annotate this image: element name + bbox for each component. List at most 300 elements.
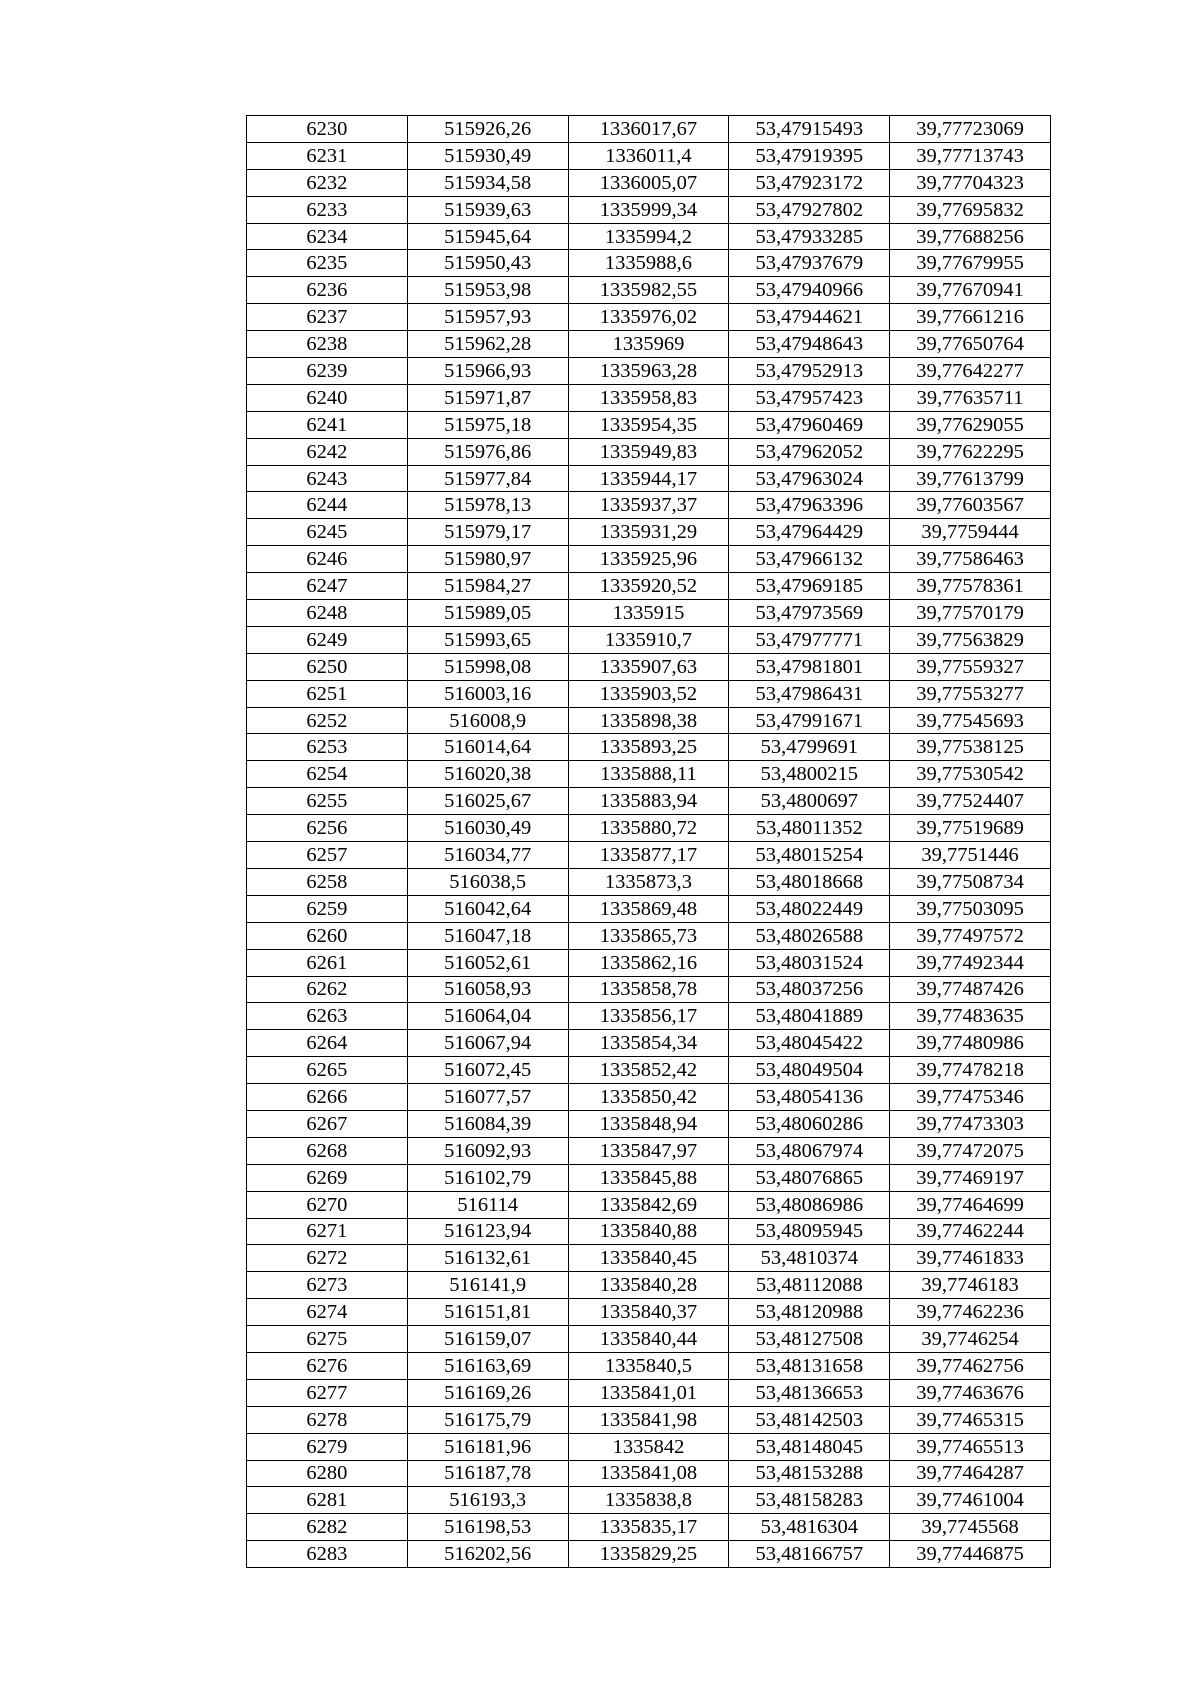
x-coordinate-cell: 516141,9	[407, 1272, 568, 1299]
x-coordinate-cell: 515939,63	[407, 196, 568, 223]
latitude-cell: 53,48136653	[729, 1379, 890, 1406]
table-row	[247, 411, 1051, 438]
longitude-cell: 39,77475346	[890, 1084, 1051, 1111]
point-number-cell: 6267	[247, 1110, 408, 1137]
latitude-cell: 53,47923172	[729, 169, 890, 196]
table-row	[247, 1541, 1051, 1568]
y-coordinate-cell: 1336011,4	[568, 142, 729, 169]
latitude-cell: 53,48045422	[729, 1030, 890, 1057]
point-number-cell: 6241	[247, 411, 408, 438]
latitude-cell: 53,4800215	[729, 761, 890, 788]
table-row	[247, 761, 1051, 788]
table-row	[247, 626, 1051, 653]
longitude-cell: 39,7746254	[890, 1326, 1051, 1353]
table-row	[247, 492, 1051, 519]
x-coordinate-cell: 516067,94	[407, 1030, 568, 1057]
latitude-cell: 53,47919395	[729, 142, 890, 169]
x-coordinate-cell: 516114	[407, 1191, 568, 1218]
x-coordinate-cell: 516058,93	[407, 976, 568, 1003]
latitude-cell: 53,48158283	[729, 1487, 890, 1514]
x-coordinate-cell: 515930,49	[407, 142, 568, 169]
table-row	[247, 788, 1051, 815]
y-coordinate-cell: 1335841,01	[568, 1379, 729, 1406]
x-coordinate-cell: 516077,57	[407, 1084, 568, 1111]
latitude-cell: 53,47957423	[729, 384, 890, 411]
x-coordinate-cell: 516025,67	[407, 788, 568, 815]
y-coordinate-cell: 1335920,52	[568, 573, 729, 600]
y-coordinate-cell: 1335982,55	[568, 277, 729, 304]
longitude-cell: 39,77492344	[890, 949, 1051, 976]
x-coordinate-cell: 516047,18	[407, 922, 568, 949]
y-coordinate-cell: 1335893,25	[568, 734, 729, 761]
point-number-cell: 6248	[247, 600, 408, 627]
x-coordinate-cell: 516181,96	[407, 1433, 568, 1460]
point-number-cell: 6263	[247, 1003, 408, 1030]
x-coordinate-cell: 516008,9	[407, 707, 568, 734]
x-coordinate-cell: 516193,3	[407, 1487, 568, 1514]
longitude-cell: 39,77578361	[890, 573, 1051, 600]
x-coordinate-cell: 516014,64	[407, 734, 568, 761]
table-row	[247, 465, 1051, 492]
table-row	[247, 653, 1051, 680]
latitude-cell: 53,48011352	[729, 815, 890, 842]
longitude-cell: 39,77563829	[890, 626, 1051, 653]
y-coordinate-cell: 1335877,17	[568, 842, 729, 869]
y-coordinate-cell: 1335835,17	[568, 1514, 729, 1541]
point-number-cell: 6276	[247, 1352, 408, 1379]
x-coordinate-cell: 515979,17	[407, 519, 568, 546]
table-row	[247, 1379, 1051, 1406]
point-number-cell: 6245	[247, 519, 408, 546]
y-coordinate-cell: 1335840,45	[568, 1245, 729, 1272]
latitude-cell: 53,47973569	[729, 600, 890, 627]
longitude-cell: 39,77497572	[890, 922, 1051, 949]
table-row	[247, 842, 1051, 869]
x-coordinate-cell: 515945,64	[407, 223, 568, 250]
latitude-cell: 53,48054136	[729, 1084, 890, 1111]
y-coordinate-cell: 1335838,8	[568, 1487, 729, 1514]
y-coordinate-cell: 1335907,63	[568, 653, 729, 680]
point-number-cell: 6236	[247, 277, 408, 304]
table-row	[247, 142, 1051, 169]
y-coordinate-cell: 1335842	[568, 1433, 729, 1460]
x-coordinate-cell: 515976,86	[407, 438, 568, 465]
latitude-cell: 53,4810374	[729, 1245, 890, 1272]
latitude-cell: 53,48015254	[729, 842, 890, 869]
longitude-cell: 39,77462244	[890, 1218, 1051, 1245]
latitude-cell: 53,48131658	[729, 1352, 890, 1379]
latitude-cell: 53,48120988	[729, 1299, 890, 1326]
y-coordinate-cell: 1335856,17	[568, 1003, 729, 1030]
latitude-cell: 53,47977771	[729, 626, 890, 653]
latitude-cell: 53,47962052	[729, 438, 890, 465]
point-number-cell: 6257	[247, 842, 408, 869]
coordinates-table-body	[247, 116, 1051, 1568]
x-coordinate-cell: 516072,45	[407, 1057, 568, 1084]
x-coordinate-cell: 516151,81	[407, 1299, 568, 1326]
x-coordinate-cell: 516102,79	[407, 1164, 568, 1191]
point-number-cell: 6262	[247, 976, 408, 1003]
x-coordinate-cell: 516175,79	[407, 1406, 568, 1433]
y-coordinate-cell: 1335841,98	[568, 1406, 729, 1433]
longitude-cell: 39,77545693	[890, 707, 1051, 734]
longitude-cell: 39,77503095	[890, 895, 1051, 922]
point-number-cell: 6240	[247, 384, 408, 411]
point-number-cell: 6279	[247, 1433, 408, 1460]
point-number-cell: 6250	[247, 653, 408, 680]
y-coordinate-cell: 1335873,3	[568, 868, 729, 895]
x-coordinate-cell: 516123,94	[407, 1218, 568, 1245]
latitude-cell: 53,47966132	[729, 546, 890, 573]
table-row	[247, 223, 1051, 250]
latitude-cell: 53,47944621	[729, 304, 890, 331]
x-coordinate-cell: 516034,77	[407, 842, 568, 869]
y-coordinate-cell: 1335840,5	[568, 1352, 729, 1379]
longitude-cell: 39,77629055	[890, 411, 1051, 438]
longitude-cell: 39,77524407	[890, 788, 1051, 815]
y-coordinate-cell: 1335854,34	[568, 1030, 729, 1057]
table-row	[247, 949, 1051, 976]
longitude-cell: 39,77469197	[890, 1164, 1051, 1191]
y-coordinate-cell: 1335944,17	[568, 465, 729, 492]
longitude-cell: 39,77586463	[890, 546, 1051, 573]
x-coordinate-cell: 515980,97	[407, 546, 568, 573]
point-number-cell: 6273	[247, 1272, 408, 1299]
latitude-cell: 53,47991671	[729, 707, 890, 734]
x-coordinate-cell: 515998,08	[407, 653, 568, 680]
longitude-cell: 39,77446875	[890, 1541, 1051, 1568]
x-coordinate-cell: 516198,53	[407, 1514, 568, 1541]
table-row	[247, 976, 1051, 1003]
latitude-cell: 53,47960469	[729, 411, 890, 438]
latitude-cell: 53,48037256	[729, 976, 890, 1003]
x-coordinate-cell: 515978,13	[407, 492, 568, 519]
table-row	[247, 1460, 1051, 1487]
y-coordinate-cell: 1335845,88	[568, 1164, 729, 1191]
x-coordinate-cell: 516038,5	[407, 868, 568, 895]
latitude-cell: 53,47933285	[729, 223, 890, 250]
latitude-cell: 53,47986431	[729, 680, 890, 707]
table-row	[247, 196, 1051, 223]
table-row	[247, 438, 1051, 465]
longitude-cell: 39,77679955	[890, 250, 1051, 277]
table-row	[247, 331, 1051, 358]
longitude-cell: 39,77642277	[890, 358, 1051, 385]
longitude-cell: 39,77462756	[890, 1352, 1051, 1379]
x-coordinate-cell: 515984,27	[407, 573, 568, 600]
x-coordinate-cell: 515934,58	[407, 169, 568, 196]
longitude-cell: 39,77483635	[890, 1003, 1051, 1030]
point-number-cell: 6231	[247, 142, 408, 169]
latitude-cell: 53,47948643	[729, 331, 890, 358]
longitude-cell: 39,77670941	[890, 277, 1051, 304]
x-coordinate-cell: 515975,18	[407, 411, 568, 438]
latitude-cell: 53,48142503	[729, 1406, 890, 1433]
x-coordinate-cell: 516042,64	[407, 895, 568, 922]
table-row	[247, 384, 1051, 411]
point-number-cell: 6247	[247, 573, 408, 600]
latitude-cell: 53,48112088	[729, 1272, 890, 1299]
point-number-cell: 6252	[247, 707, 408, 734]
point-number-cell: 6230	[247, 116, 408, 143]
table-row	[247, 277, 1051, 304]
latitude-cell: 53,48060286	[729, 1110, 890, 1137]
x-coordinate-cell: 516064,04	[407, 1003, 568, 1030]
y-coordinate-cell: 1335869,48	[568, 895, 729, 922]
point-number-cell: 6272	[247, 1245, 408, 1272]
y-coordinate-cell: 1335954,35	[568, 411, 729, 438]
y-coordinate-cell: 1335903,52	[568, 680, 729, 707]
point-number-cell: 6268	[247, 1137, 408, 1164]
table-row	[247, 1433, 1051, 1460]
x-coordinate-cell: 516163,69	[407, 1352, 568, 1379]
table-row	[247, 1245, 1051, 1272]
longitude-cell: 39,77695832	[890, 196, 1051, 223]
table-row	[247, 116, 1051, 143]
longitude-cell: 39,77478218	[890, 1057, 1051, 1084]
latitude-cell: 53,48018668	[729, 868, 890, 895]
table-row	[247, 1299, 1051, 1326]
longitude-cell: 39,77473303	[890, 1110, 1051, 1137]
y-coordinate-cell: 1335999,34	[568, 196, 729, 223]
longitude-cell: 39,77530542	[890, 761, 1051, 788]
table-row	[247, 680, 1051, 707]
y-coordinate-cell: 1335865,73	[568, 922, 729, 949]
table-row	[247, 1057, 1051, 1084]
latitude-cell: 53,4799691	[729, 734, 890, 761]
y-coordinate-cell: 1335840,44	[568, 1326, 729, 1353]
longitude-cell: 39,77462236	[890, 1299, 1051, 1326]
point-number-cell: 6266	[247, 1084, 408, 1111]
point-number-cell: 6258	[247, 868, 408, 895]
y-coordinate-cell: 1335858,78	[568, 976, 729, 1003]
latitude-cell: 53,48076865	[729, 1164, 890, 1191]
y-coordinate-cell: 1335994,2	[568, 223, 729, 250]
point-number-cell: 6259	[247, 895, 408, 922]
y-coordinate-cell: 1335840,88	[568, 1218, 729, 1245]
latitude-cell: 53,47963396	[729, 492, 890, 519]
latitude-cell: 53,47981801	[729, 653, 890, 680]
point-number-cell: 6261	[247, 949, 408, 976]
y-coordinate-cell: 1336005,07	[568, 169, 729, 196]
latitude-cell: 53,48127508	[729, 1326, 890, 1353]
y-coordinate-cell: 1335910,7	[568, 626, 729, 653]
table-row	[247, 546, 1051, 573]
latitude-cell: 53,47940966	[729, 277, 890, 304]
point-number-cell: 6239	[247, 358, 408, 385]
point-number-cell: 6242	[247, 438, 408, 465]
latitude-cell: 53,47963024	[729, 465, 890, 492]
point-number-cell: 6233	[247, 196, 408, 223]
latitude-cell: 53,4816304	[729, 1514, 890, 1541]
table-row	[247, 358, 1051, 385]
point-number-cell: 6270	[247, 1191, 408, 1218]
y-coordinate-cell: 1335969	[568, 331, 729, 358]
x-coordinate-cell: 516030,49	[407, 815, 568, 842]
table-row	[247, 250, 1051, 277]
y-coordinate-cell: 1335988,6	[568, 250, 729, 277]
latitude-cell: 53,48022449	[729, 895, 890, 922]
point-number-cell: 6260	[247, 922, 408, 949]
table-row	[247, 1272, 1051, 1299]
y-coordinate-cell: 1335883,94	[568, 788, 729, 815]
point-number-cell: 6275	[247, 1326, 408, 1353]
x-coordinate-cell: 515977,84	[407, 465, 568, 492]
latitude-cell: 53,48031524	[729, 949, 890, 976]
table-row	[247, 1406, 1051, 1433]
latitude-cell: 53,48086986	[729, 1191, 890, 1218]
latitude-cell: 53,47915493	[729, 116, 890, 143]
latitude-cell: 53,48148045	[729, 1433, 890, 1460]
table-row	[247, 707, 1051, 734]
longitude-cell: 39,7746183	[890, 1272, 1051, 1299]
x-coordinate-cell: 516003,16	[407, 680, 568, 707]
table-row	[247, 1191, 1051, 1218]
table-row	[247, 1003, 1051, 1030]
point-number-cell: 6255	[247, 788, 408, 815]
table-row	[247, 922, 1051, 949]
longitude-cell: 39,77472075	[890, 1137, 1051, 1164]
longitude-cell: 39,77463676	[890, 1379, 1051, 1406]
y-coordinate-cell: 1335880,72	[568, 815, 729, 842]
y-coordinate-cell: 1335976,02	[568, 304, 729, 331]
longitude-cell: 39,77559327	[890, 653, 1051, 680]
y-coordinate-cell: 1335850,42	[568, 1084, 729, 1111]
longitude-cell: 39,77487426	[890, 976, 1051, 1003]
table-row	[247, 573, 1051, 600]
longitude-cell: 39,77538125	[890, 734, 1051, 761]
y-coordinate-cell: 1335937,37	[568, 492, 729, 519]
x-coordinate-cell: 516052,61	[407, 949, 568, 976]
x-coordinate-cell: 515950,43	[407, 250, 568, 277]
x-coordinate-cell: 516202,56	[407, 1541, 568, 1568]
x-coordinate-cell: 515993,65	[407, 626, 568, 653]
longitude-cell: 39,77661216	[890, 304, 1051, 331]
point-number-cell: 6283	[247, 1541, 408, 1568]
x-coordinate-cell: 515966,93	[407, 358, 568, 385]
point-number-cell: 6282	[247, 1514, 408, 1541]
y-coordinate-cell: 1335949,83	[568, 438, 729, 465]
x-coordinate-cell: 515926,26	[407, 116, 568, 143]
longitude-cell: 39,77461833	[890, 1245, 1051, 1272]
y-coordinate-cell: 1335888,11	[568, 761, 729, 788]
point-number-cell: 6254	[247, 761, 408, 788]
table-row	[247, 304, 1051, 331]
point-number-cell: 6278	[247, 1406, 408, 1433]
point-number-cell: 6238	[247, 331, 408, 358]
latitude-cell: 53,48049504	[729, 1057, 890, 1084]
longitude-cell: 39,77723069	[890, 116, 1051, 143]
longitude-cell: 39,77635711	[890, 384, 1051, 411]
table-row	[247, 1030, 1051, 1057]
longitude-cell: 39,77464699	[890, 1191, 1051, 1218]
latitude-cell: 53,48067974	[729, 1137, 890, 1164]
latitude-cell: 53,48026588	[729, 922, 890, 949]
point-number-cell: 6251	[247, 680, 408, 707]
latitude-cell: 53,48153288	[729, 1460, 890, 1487]
latitude-cell: 53,47964429	[729, 519, 890, 546]
latitude-cell: 53,48166757	[729, 1541, 890, 1568]
table-row	[247, 600, 1051, 627]
longitude-cell: 39,77650764	[890, 331, 1051, 358]
y-coordinate-cell: 1335848,94	[568, 1110, 729, 1137]
y-coordinate-cell: 1335915	[568, 600, 729, 627]
point-number-cell: 6246	[247, 546, 408, 573]
point-number-cell: 6256	[247, 815, 408, 842]
x-coordinate-cell: 516169,26	[407, 1379, 568, 1406]
longitude-cell: 39,77688256	[890, 223, 1051, 250]
table-row	[247, 1514, 1051, 1541]
y-coordinate-cell: 1335862,16	[568, 949, 729, 976]
coordinates-table	[246, 115, 1051, 1568]
longitude-cell: 39,77465315	[890, 1406, 1051, 1433]
x-coordinate-cell: 515989,05	[407, 600, 568, 627]
table-row	[247, 815, 1051, 842]
longitude-cell: 39,7745568	[890, 1514, 1051, 1541]
y-coordinate-cell: 1335829,25	[568, 1541, 729, 1568]
table-row	[247, 519, 1051, 546]
point-number-cell: 6274	[247, 1299, 408, 1326]
y-coordinate-cell: 1335842,69	[568, 1191, 729, 1218]
table-row	[247, 1110, 1051, 1137]
point-number-cell: 6244	[247, 492, 408, 519]
x-coordinate-cell: 515962,28	[407, 331, 568, 358]
x-coordinate-cell: 516132,61	[407, 1245, 568, 1272]
y-coordinate-cell: 1335898,38	[568, 707, 729, 734]
y-coordinate-cell: 1335847,97	[568, 1137, 729, 1164]
table-row	[247, 1487, 1051, 1514]
point-number-cell: 6277	[247, 1379, 408, 1406]
longitude-cell: 39,77465513	[890, 1433, 1051, 1460]
point-number-cell: 6249	[247, 626, 408, 653]
y-coordinate-cell: 1335931,29	[568, 519, 729, 546]
longitude-cell: 39,77461004	[890, 1487, 1051, 1514]
y-coordinate-cell: 1336017,67	[568, 116, 729, 143]
longitude-cell: 39,77508734	[890, 868, 1051, 895]
y-coordinate-cell: 1335925,96	[568, 546, 729, 573]
table-row	[247, 734, 1051, 761]
table-row	[247, 1137, 1051, 1164]
table-row	[247, 1218, 1051, 1245]
point-number-cell: 6253	[247, 734, 408, 761]
point-number-cell: 6235	[247, 250, 408, 277]
y-coordinate-cell: 1335852,42	[568, 1057, 729, 1084]
longitude-cell: 39,7751446	[890, 842, 1051, 869]
point-number-cell: 6243	[247, 465, 408, 492]
x-coordinate-cell: 515957,93	[407, 304, 568, 331]
longitude-cell: 39,77713743	[890, 142, 1051, 169]
point-number-cell: 6280	[247, 1460, 408, 1487]
latitude-cell: 53,48041889	[729, 1003, 890, 1030]
y-coordinate-cell: 1335958,83	[568, 384, 729, 411]
point-number-cell: 6269	[247, 1164, 408, 1191]
x-coordinate-cell: 516187,78	[407, 1460, 568, 1487]
y-coordinate-cell: 1335840,37	[568, 1299, 729, 1326]
y-coordinate-cell: 1335840,28	[568, 1272, 729, 1299]
latitude-cell: 53,4800697	[729, 788, 890, 815]
table-row	[247, 1084, 1051, 1111]
table-row	[247, 1326, 1051, 1353]
y-coordinate-cell: 1335963,28	[568, 358, 729, 385]
latitude-cell: 53,47952913	[729, 358, 890, 385]
point-number-cell: 6237	[247, 304, 408, 331]
latitude-cell: 53,47937679	[729, 250, 890, 277]
y-coordinate-cell: 1335841,08	[568, 1460, 729, 1487]
point-number-cell: 6234	[247, 223, 408, 250]
table-row	[247, 895, 1051, 922]
longitude-cell: 39,77553277	[890, 680, 1051, 707]
longitude-cell: 39,77464287	[890, 1460, 1051, 1487]
